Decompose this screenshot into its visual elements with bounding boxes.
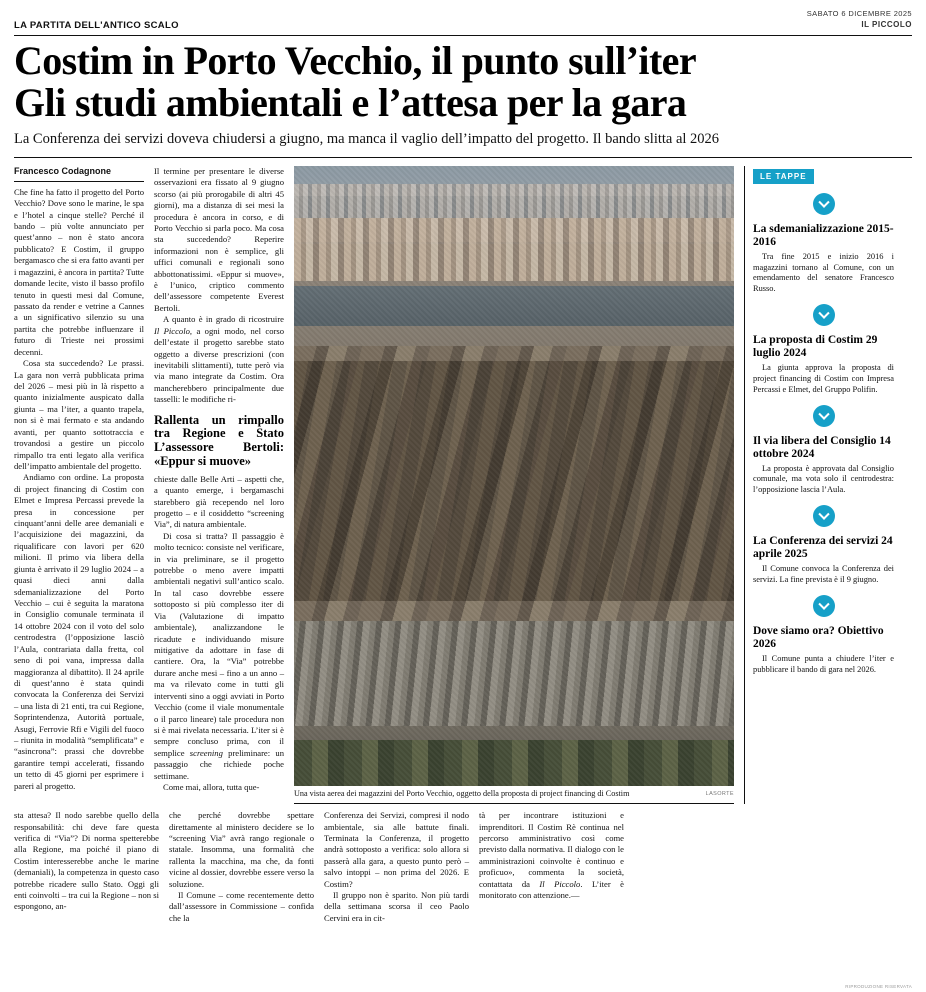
timeline-arrow-wrap xyxy=(753,295,894,334)
paragraph: Di cosa si tratta? Il passaggio è molto tecnico: consiste nel verificare, in via preliminare, se il progetto potrebbe o meno avere impatti ambientali negativi sull’antico scalo. In tal caso dovrebbe essere sottoposto si più complesso iter di Via (Valutazione di impatto ambientale), analizzandone le ricadute e individuando misure mitigative da adottare in fase di cantiere. Ora, la “Via” potrebbe durare anche mesi – fino a un anno – ma va rilevato come in tutti gli interventi sino a oggi avviati in Porto Vecchio (come il viale monumentale o il parco lineare) tale procedura non si è mai rivelata necessaria. L’iter si è sempre concluso prima, con il semplice screening preliminare: un passaggio che richiede poche settimane. xyxy=(154,530,284,781)
byline: Francesco Codagnone xyxy=(14,166,144,182)
arrow-down-icon xyxy=(813,595,835,617)
paragraph: Cosa sta succedendo? Le prassi. La gara non verrà pubblicata prima del 2026 – mesi più in là rispetto a quanto inizialmente auspicato dalla giunta – ma l’iter, a quanto trapela, non si è mai fermato e sta andando avanti, per quanto sottotraccia e trovandosi a gestire un piccolo rimpallo tra enti legato alla verifica dell’impatto ambientale del progetto. xyxy=(14,358,144,471)
photo-credit: LASORTE xyxy=(705,790,734,797)
photo-roofs xyxy=(294,361,734,601)
paragraph: sta attesa? Il nodo sarebbe quello della responsabilità: chi deve fare questa verifica di “Via”? Di norma spetterebbe alla Regione, ma poiché il piano di Costim interesserebbe anche le marine (demaniali), la competenza in questo caso potrebbe ricadere sullo Stato. Oggi gli enti coinvolti – tra cui la Regione – non si espongono, an- xyxy=(14,810,159,912)
timeline-step-title: La sdemanializzazione 2015-2016 xyxy=(753,222,894,248)
subheadline: La Conferenza dei servizi doveva chiudersi a giugno, ma manca il vaglio dell’impatto del progetto. Il bando slitta al 2026 xyxy=(14,131,720,148)
paragraph: tà per incontrare istituzioni e imprenditori. Il Costim Rè continua nel percorso amministrativo così come previsto dalla normativa. Il dialogo con le amministrazioni coinvolte è continuo e proficuo», commenta la società, contattata da Il Piccolo. L’iter è monitorato con attenzione.— xyxy=(479,810,624,901)
section-subheading: Rallenta un rimpallo tra Regione e Stato L’assessore Bertoli: «Eppur si muove» xyxy=(154,412,284,468)
bottom-column-1 xyxy=(14,810,159,924)
headline-line-1: Costim in Porto Vecchio, il punto sull’iter xyxy=(14,38,696,84)
paragraph: Il termine per presentare le diverse osservazioni era fissato al 9 giugno scorso (ai più prorogabile di altri 45 giorni), ma a distanza di sei mesi la procedura è ancora in corso, e di Porto Vecchio si parla poco. Ma cosa sta succedendo? Reperire informazioni non è semplice, gli uffici comunali e regionali sono abbottonatissimi. «Eppur si muove», è l’unico, criptico commento dell’assessore competente Everest Bertoli. xyxy=(154,165,284,313)
timeline-step-body: La proposta è approvata dal Consiglio comunale, ma vota solo il centrodestra: l’opposizione lascia l’Aula. xyxy=(753,463,894,495)
timeline-arrow-wrap xyxy=(753,586,894,625)
paragraph: A quanto è in grado di ricostruire Il Piccolo, a ogni modo, nel corso dell’estate il progetto sarebbe stato oggetto a diverse prescrizioni (con inevitabili slittamenti), tutte però via via mano integrate da Costim. Ora mancherebbero principalmente due tasselli: le modifiche ri- xyxy=(154,314,284,405)
paragraph: Il gruppo non è sparito. Non più tardi della settimana scorsa il ceo Paolo Cervini era in cit- xyxy=(324,890,469,923)
headline-line-2: Gli studi ambientali e l’attesa per la gara xyxy=(14,79,687,125)
timeline-badge: LE TAPPE xyxy=(753,169,814,184)
arrow-down-icon xyxy=(813,304,835,326)
photo-city-blocks xyxy=(294,218,734,288)
top-bar xyxy=(0,0,926,33)
paragraph: Andiamo con ordine. La proposta di project financing di Costim con Elmet e Impresa Percassi prevede la presa in concessione per cinquant’anni delle aree demaniali e l’acquisizione dei magazzini, da riqualificare con lavori per 620 milioni. Il primo via libera della giunta è arrivato il 29 luglio 2024 – a quasi dieci anni dalla sdemanializzazione del Porto Vecchio – cui è seguita la maratona in Consiglio comunale terminata il 14 ottobre 2024 con il voto del solo centrodestra (l’opposizione lasciò l’Aula, contrariata dalla fretta, col seno di poi vana, impressa dalla maggioranza al dibattito). Il 24 aprile di quest’anno è stata quindi convocata la Conferenza dei Servizi – una lista di 21 enti, tra cui Regione, Soprintendenza, Autorità portuale, Asugi, Ferrovie Rfi e Vigili del fuoco – riunita in modalità “semplificata” e “asincrona”: prassi che dovrebbe garantire tempi accelerati, fissando un tetto di 45 giorni per esprimere i pareri al progetto. xyxy=(14,472,144,791)
arrow-down-icon xyxy=(813,505,835,527)
photo-quay-water xyxy=(294,286,734,326)
bottom-column-4 xyxy=(479,810,624,924)
timeline-step-body: Tra fine 2015 e inizio 2016 i magazzini tornano al Comune, con un emendamento del senatore Francesco Russo. xyxy=(753,251,894,294)
timeline-step-body: La giunta approva la proposta di project financing di Costim con Impresa Percassi e Elmet, del Gruppo Polifin. xyxy=(753,363,894,394)
article-bottom xyxy=(0,804,926,924)
timeline-arrow-wrap xyxy=(753,496,894,535)
timeline-step-body: Il Comune convoca la Conferenza dei servizi. La fine prevista è il 9 giugno. xyxy=(753,564,894,584)
top-right-info xyxy=(807,8,912,31)
text-column-2 xyxy=(154,166,284,804)
timeline-step-title: La Conferenza dei servizi 24 aprile 2025 xyxy=(753,535,893,561)
copyright-notice: RIPRODUZIONE RISERVATA xyxy=(845,984,912,989)
timeline-step-title: Il via libera del Consiglio 14 ottobre 2024 xyxy=(753,434,891,460)
paragraph: Conferenza dei Servizi, compresi il nodo ambientale, sia alle battute finali. Terminata la Conferenza, il progetto andrà sottoposto a verifica: solo allora si passerà alla gara, a questo punto però – salvo intoppi – non prima del 2026. E Costim? xyxy=(324,810,469,889)
arrow-down-icon xyxy=(813,193,835,215)
paragraph: che perché dovrebbe spettare direttamente al ministero decidere se lo “screening Via” avrà rango regionale o statale. Insomma, una formalità che rallenta la macchina, ma che, da fonti vicine al dossier, dovrebbe essere verso la soluzione. xyxy=(169,810,314,889)
photo-caption-bar xyxy=(294,786,734,804)
bottom-column-3 xyxy=(324,810,469,924)
timeline-arrow-wrap xyxy=(753,184,894,223)
timeline-arrow-wrap xyxy=(753,396,894,435)
photo-trees xyxy=(294,740,734,786)
section-kicker: LA PARTITA DELL'ANTICO SCALO xyxy=(14,20,179,32)
text-column-1 xyxy=(14,166,144,804)
article-body xyxy=(0,158,926,804)
photo-rail-yard xyxy=(294,621,734,736)
masthead-name: IL PICCOLO xyxy=(861,20,912,30)
photo-block xyxy=(294,166,734,804)
arrow-down-icon xyxy=(813,405,835,427)
photo-caption: Una vista aerea dei magazzini del Porto Vecchio, oggetto della proposta di project financing di Costim xyxy=(294,788,630,798)
issue-date: SABATO 6 DICEMBRE 2025 xyxy=(806,9,912,18)
bottom-column-2 xyxy=(169,810,314,924)
headline-block xyxy=(0,36,926,123)
paragraph: chieste dalle Belle Arti – aspetti che, a quanto emerge, i bergamaschi starebbero già recependo nel loro progetto – e il cosiddetto “screening Via”, di natura ambientale. xyxy=(154,473,284,530)
timeline-rail xyxy=(744,166,894,804)
timeline-step-title: Dove siamo ora? Obiettivo 2026 xyxy=(753,624,884,650)
paragraph: Come mai, allora, tutta que- xyxy=(163,782,260,793)
timeline-step-body: Il Comune punta a chiudere l’iter e pubblicare il bando di gara nel 2026. xyxy=(753,653,894,674)
paragraph: Il Comune – come recentemente detto dall’assessore in Commissione – confida che la xyxy=(169,890,314,923)
timeline-step-title: La proposta di Costim 29 luglio 2024 xyxy=(753,334,878,360)
aerial-photo xyxy=(294,166,734,786)
paragraph: Che fine ha fatto il progetto del Porto Vecchio? Dove sono le marine, le spa e l’hotel a cinque stelle? Perché il bando – più volte annunciato per quest’anno – non è stato ancora pubblicato? E Costim, il gruppo bergamasco che si era fatto avanti per i magazzini, è ancora in partita? Tutte domande lecite, visto il basso profilo tenuto in questi mesi dal Comune, passato da render e vetrine a Cannes a un significativo silenzio su una partita che potrebbe influenzare il futuro di Trieste nei prossimi decenni. xyxy=(14,186,144,357)
